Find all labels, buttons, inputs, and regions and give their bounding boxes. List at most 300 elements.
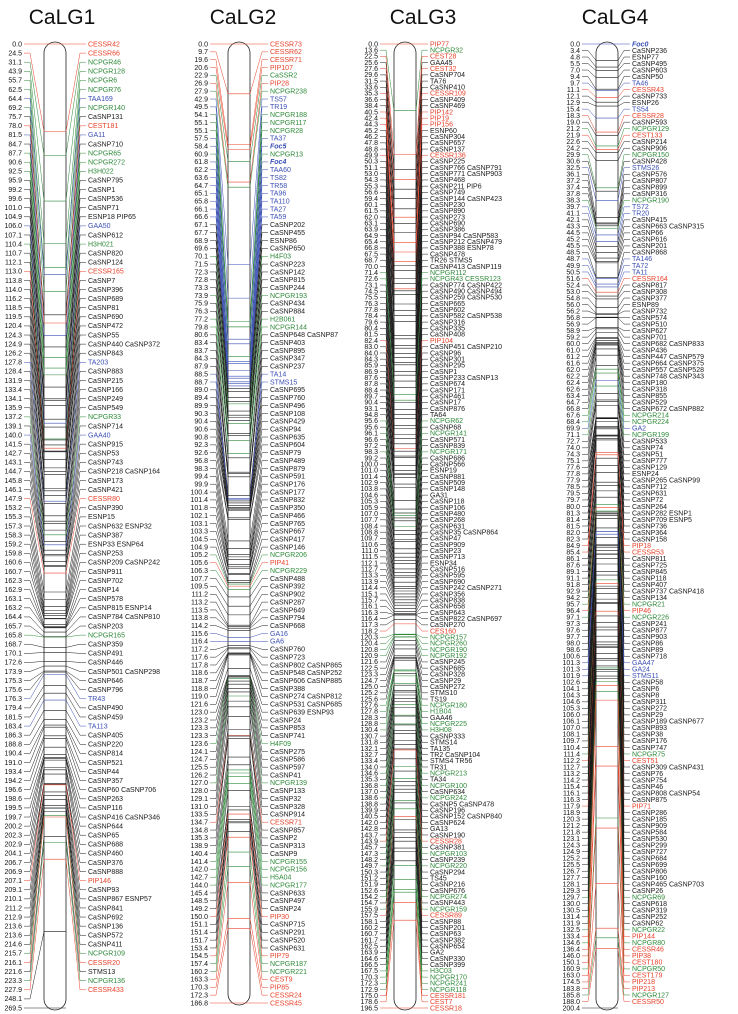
position-connector xyxy=(582,259,596,278)
marker-label: CaSNP822 CaSNP697 xyxy=(430,615,502,623)
marker-label: CaSNP388 xyxy=(270,685,306,693)
marker-label: NCPGR140 xyxy=(88,104,125,112)
position-label: 89.4 xyxy=(194,395,208,403)
position-label: 95.9 xyxy=(8,177,22,185)
marker-label: CaSNP875 xyxy=(632,796,668,804)
position-label: 153.2 xyxy=(4,505,22,513)
position-label: 191.0 xyxy=(4,759,22,767)
marker-label: PIP18 xyxy=(632,542,652,550)
marker-label: CaSNP335 xyxy=(430,325,466,333)
marker-label: NCPGR238 xyxy=(270,88,307,96)
marker-label: CESSR53 xyxy=(632,549,664,557)
marker-label: STMS11 xyxy=(632,673,659,681)
position-label: 71.5 xyxy=(194,261,208,269)
position-label: 125.5 xyxy=(562,862,580,870)
position-label: 87.9 xyxy=(194,363,208,371)
marker-label: CaSNP133 xyxy=(270,788,306,796)
position-label: 48.5 xyxy=(566,249,580,257)
marker-label: CaSNP319 xyxy=(632,907,668,915)
position-label: 104.6 xyxy=(360,492,378,500)
position-label: 110.6 xyxy=(361,541,378,549)
position-label: 60.9 xyxy=(194,151,208,159)
marker-label: CaSNP777 xyxy=(632,458,668,466)
position-label: 54.3 xyxy=(364,177,378,185)
marker-label: CaSNP472 xyxy=(88,323,124,331)
position-label: 86.1 xyxy=(566,555,580,563)
position-label: 118.8 xyxy=(191,685,208,693)
marker-label: TA72 xyxy=(632,262,649,270)
position-label: 57.5 xyxy=(194,135,208,143)
marker-label: CaSNP176 xyxy=(632,738,668,746)
marker-label: CaSNP644 xyxy=(88,823,124,831)
marker-label: CaSNP713 xyxy=(430,554,466,562)
position-label: 131.9 xyxy=(562,920,580,928)
marker-label: CaSNP252 xyxy=(632,914,668,922)
position-label: 190.4 xyxy=(4,750,22,758)
position-label: 223.3 xyxy=(4,978,22,986)
position-label: 41.1 xyxy=(566,210,580,218)
position-label: 29.9 xyxy=(566,152,580,160)
position-label: 40.5 xyxy=(364,109,378,117)
marker-label: CaSNP632 ESNP32 xyxy=(88,523,152,531)
position-label: 51.6 xyxy=(566,275,580,283)
marker-label: CaSNP574 xyxy=(632,314,668,322)
marker-label: CaSNP817 xyxy=(632,282,668,290)
position-label: 72.6 xyxy=(364,276,378,284)
marker-label: CaSNP313 xyxy=(270,843,306,851)
position-label: 69.2 xyxy=(8,104,22,112)
marker-label: CaSNP421 xyxy=(88,486,124,494)
marker-label: CaSNP299 xyxy=(632,842,668,850)
marker-label: TA59 xyxy=(270,214,287,222)
marker-connector xyxy=(66,666,86,671)
marker-label: CaSNP434 xyxy=(270,300,306,308)
marker-label: NCPGR129 xyxy=(632,125,669,133)
marker-label: CaSNP794 xyxy=(270,615,306,623)
position-connector xyxy=(582,103,596,106)
position-label: 138.8 xyxy=(360,801,378,809)
position-label: 172.3 xyxy=(190,992,208,1000)
position-label: 110.7 xyxy=(5,250,22,258)
position-label: 154.5 xyxy=(190,953,208,961)
marker-connector xyxy=(618,142,630,153)
position-connector xyxy=(24,652,44,653)
marker-label: CESSR80 xyxy=(88,496,120,504)
position-label: 13.6 xyxy=(364,47,378,55)
marker-label: ESNP15 xyxy=(88,514,115,522)
position-label: 113.9 xyxy=(361,578,378,586)
position-label: 209.1 xyxy=(4,887,22,895)
position-label: 66.6 xyxy=(194,214,208,222)
marker-label: CaSNP347 xyxy=(270,355,306,363)
marker-connector xyxy=(416,619,428,624)
marker-connector xyxy=(416,613,428,615)
position-label: 125.2 xyxy=(360,690,378,698)
marker-label: CaSNP304 xyxy=(430,133,466,141)
position-label: 50.5 xyxy=(566,269,580,277)
marker-label: CaSNP914 xyxy=(270,811,306,819)
position-label: 213.6 xyxy=(4,923,22,931)
position-label: 102.9 xyxy=(360,480,378,488)
position-label: 145.8 xyxy=(4,477,22,485)
position-label: 115.4 xyxy=(563,783,580,791)
marker-label: CaSNP220 xyxy=(88,741,124,749)
marker-label: CaSNP328 xyxy=(430,671,466,679)
position-label: 63.4 xyxy=(566,393,580,401)
position-label: 142.8 xyxy=(360,826,378,834)
position-label: 120.4 xyxy=(360,640,378,648)
position-label: 47.8 xyxy=(364,140,378,148)
marker-label: CaSNP461 xyxy=(430,393,466,401)
marker-label: H3C03 xyxy=(430,968,452,976)
marker-label: CaSNP223 xyxy=(270,261,306,269)
marker-label: PIP107 xyxy=(270,64,293,72)
position-label: 62.0 xyxy=(566,366,580,374)
position-label: 116.1 xyxy=(563,790,580,798)
position-label: 83.0 xyxy=(364,344,378,352)
marker-label: STMS26 xyxy=(632,165,660,173)
marker-label: GAA45 xyxy=(430,59,453,67)
position-label: 146.1 xyxy=(4,486,22,494)
position-label: 104.5 xyxy=(190,536,208,544)
marker-label: CaSNP909 xyxy=(632,822,668,830)
position-label: 115.1 xyxy=(361,591,378,599)
marker-label: CaSNP275 xyxy=(270,748,306,756)
marker-label: CaSNP189 CaSNP677 xyxy=(632,718,704,726)
marker-label: PIP41 xyxy=(270,560,290,568)
position-label: 36.1 xyxy=(566,171,580,179)
position-label: 75.9 xyxy=(194,300,208,308)
marker-label: CaSNP631 xyxy=(632,490,668,498)
position-connector xyxy=(582,311,596,314)
marker-label: CaSNP308 xyxy=(632,288,668,296)
marker-label: CaSNP496 xyxy=(270,402,306,410)
marker-connector xyxy=(416,615,428,619)
marker-label: CaSNP203 xyxy=(88,623,124,631)
position-label: 89.9 xyxy=(194,402,208,410)
position-label: 60.1 xyxy=(364,201,378,209)
marker-label: GA6 xyxy=(270,638,285,646)
marker-label: CaSNP377 xyxy=(632,295,668,303)
position-label: 78.5 xyxy=(566,484,580,492)
marker-label: CaSNP664 CaSNP375 xyxy=(632,360,704,368)
marker-label: NCPGR206 xyxy=(270,552,307,560)
marker-label: CaSNP429 xyxy=(270,418,306,426)
position-label: 12.9 xyxy=(566,99,580,107)
position-label: 157.3 xyxy=(4,523,22,531)
marker-label: CaSNP9 xyxy=(270,850,298,858)
position-label: 89.0 xyxy=(194,387,208,395)
position-label: 133.5 xyxy=(190,811,208,819)
marker-connector xyxy=(618,135,630,149)
marker-label: NCPGR193 xyxy=(270,292,307,300)
position-label: 76.3 xyxy=(364,300,378,308)
position-label: 141.4 xyxy=(190,858,208,866)
position-connector xyxy=(582,278,596,292)
position-label: 46.2 xyxy=(364,133,378,141)
marker-label: CaSNP79 xyxy=(270,450,302,458)
position-label: 21.2 xyxy=(566,125,580,133)
position-label: 81.5 xyxy=(566,523,580,531)
marker-label: CaSNP838 xyxy=(430,597,466,605)
marker-label: CaSNP286 xyxy=(632,809,668,817)
position-label: 54.1 xyxy=(194,112,208,120)
position-label: 79.6 xyxy=(364,319,378,327)
marker-label: STMS10 xyxy=(430,690,458,698)
position-label: 96.6 xyxy=(364,436,378,444)
position-label: 67.6 xyxy=(566,412,580,420)
marker-label: CaSNP318 xyxy=(632,386,668,394)
marker-label: CaSNP35 CaSNP864 xyxy=(430,529,499,537)
marker-label: CaSNP618 xyxy=(632,901,668,909)
position-label: 98.3 xyxy=(194,465,208,473)
marker-label: CESSR42 xyxy=(88,41,120,49)
position-label: 19.6 xyxy=(194,57,208,65)
marker-label: PIP85 xyxy=(270,984,290,992)
position-connector xyxy=(210,602,228,625)
marker-label: CaSNP53 xyxy=(88,450,120,458)
position-label: 88.5 xyxy=(194,371,208,379)
position-label: 89.1 xyxy=(566,568,580,576)
marker-label: CaSNP14 xyxy=(88,586,120,594)
marker-connector xyxy=(250,594,268,615)
position-label: 68.7 xyxy=(364,257,378,265)
position-label: 89.7 xyxy=(364,393,378,401)
marker-label: GA2 xyxy=(430,949,445,957)
marker-connector xyxy=(618,57,630,67)
marker-label: CaSNP24 xyxy=(270,717,302,725)
position-label: 27.9 xyxy=(194,88,208,96)
chromosome-bar xyxy=(44,42,66,1010)
marker-label: NCPGR177 xyxy=(270,882,307,890)
marker-label: CaSNP876 xyxy=(430,405,466,413)
marker-label: CaSNP216 xyxy=(430,881,466,889)
position-label: 248.1 xyxy=(4,996,22,1004)
position-label: 79.8 xyxy=(194,324,208,332)
position-label: 127.6 xyxy=(360,702,378,710)
position-label: 90.4 xyxy=(194,418,208,426)
marker-label: CaSNP259 CaSNP530 xyxy=(430,294,502,302)
marker-label: Foc4 xyxy=(270,159,287,167)
marker-label: CaSNP725 xyxy=(632,562,668,570)
position-label: 269.5 xyxy=(4,1005,22,1013)
position-label: 134.8 xyxy=(190,827,208,835)
position-label: 121.8 xyxy=(562,829,580,837)
position-label: 113.2 xyxy=(191,599,208,607)
marker-label: CaSNP732 xyxy=(632,308,668,316)
position-label: 75.7 xyxy=(8,114,22,122)
marker-label: CaSNP5 CaSNP478 xyxy=(430,801,495,809)
marker-label: CaSNP282 ESNP1 xyxy=(632,510,692,518)
marker-label: CaSNP465 CaSNP703 xyxy=(632,881,704,889)
marker-label: CaSNP686 xyxy=(430,455,466,463)
position-connector xyxy=(210,634,228,638)
marker-label: NCPGR136 xyxy=(88,978,125,986)
marker-label: CaSNP857 xyxy=(270,827,306,835)
marker-label: NCPGR109 xyxy=(88,950,125,958)
position-label: 81.5 xyxy=(8,132,22,140)
marker-label: CaSNP359 xyxy=(88,641,124,649)
marker-label: CaSNP667 xyxy=(270,528,306,536)
marker-label: GA31 xyxy=(430,492,448,500)
position-connector xyxy=(24,719,44,744)
marker-label: CESSR20 xyxy=(88,959,120,967)
position-label: 150.0 xyxy=(190,913,208,921)
position-label: 96.1 xyxy=(364,430,378,438)
marker-label: CaSNP695 xyxy=(270,387,306,395)
marker-label: CaSNP709 ESNP5 xyxy=(632,516,692,524)
marker-label: CaSNP646 xyxy=(88,677,124,685)
marker-label: CaSNP699 xyxy=(632,862,668,870)
marker-label: TS19 xyxy=(430,696,447,704)
position-connector xyxy=(582,265,596,284)
position-label: 142.7 xyxy=(4,450,22,458)
marker-connector xyxy=(618,318,630,324)
position-label: 168.7 xyxy=(4,641,22,649)
position-label: 118.9 xyxy=(563,809,580,817)
position-label: 121.6 xyxy=(360,659,378,667)
marker-label: CaSNP715 xyxy=(270,921,306,929)
marker-label: CaSNP584 xyxy=(632,829,668,837)
position-label: 137.2 xyxy=(4,414,22,422)
position-connector xyxy=(380,582,394,603)
position-label: 133.4 xyxy=(562,933,580,941)
position-label: 82.0 xyxy=(566,529,580,537)
marker-label: CaSNP612 xyxy=(88,232,124,240)
position-label: 92.9 xyxy=(566,588,580,596)
position-label: 77.8 xyxy=(566,471,580,479)
position-label: 62.6 xyxy=(566,386,580,394)
marker-label: CaSNP96 xyxy=(430,350,462,358)
marker-label: CaSNP853 xyxy=(270,725,306,733)
marker-label: CaSNP536 xyxy=(88,195,124,203)
position-label: 31.5 xyxy=(364,78,378,86)
marker-label: CaSNP855 xyxy=(632,393,668,401)
position-label: 96.4 xyxy=(566,607,580,615)
position-label: 162.3 xyxy=(4,577,22,585)
marker-label: CaSNP754 xyxy=(632,777,668,785)
position-label: 108.1 xyxy=(562,731,580,739)
position-label: 49.9 xyxy=(566,262,580,270)
position-label: 11.1 xyxy=(566,86,580,94)
marker-label: CaSNP795 xyxy=(88,177,124,185)
marker-connector xyxy=(250,653,268,673)
position-label: 98.6 xyxy=(566,647,580,655)
position-label: 116.3 xyxy=(563,796,580,804)
marker-label: CaSNP714 xyxy=(88,423,124,431)
marker-label: CESSR28 xyxy=(430,838,462,846)
position-label: 74.3 xyxy=(566,451,580,459)
marker-label: CaSNP190 xyxy=(430,832,466,840)
marker-connector xyxy=(66,675,86,699)
position-label: 21.9 xyxy=(566,132,580,140)
position-label: 18.3 xyxy=(566,112,580,120)
marker-label: CaSNP883 xyxy=(88,368,124,376)
marker-label: CaSNP387 xyxy=(88,532,124,540)
position-label: 117.3 xyxy=(361,622,378,630)
position-label: 70.1 xyxy=(194,253,208,261)
marker-connector xyxy=(416,600,428,611)
marker-label: CaSNP455 xyxy=(270,229,306,237)
position-label: 159.8 xyxy=(4,550,22,558)
position-label: 9.4 xyxy=(570,73,580,81)
marker-label: GA24 xyxy=(632,666,650,674)
marker-label: CaSNP796 xyxy=(88,686,124,694)
marker-label: CaSNP460 xyxy=(88,850,124,858)
position-label: 9.7 xyxy=(198,49,208,57)
marker-label: CaSNP578 xyxy=(88,596,124,604)
position-label: 30.6 xyxy=(566,158,580,166)
position-label: 104.9 xyxy=(190,544,208,552)
marker-label: CaSNP446 xyxy=(88,659,124,667)
marker-label: CaSNP685 xyxy=(430,665,466,673)
position-label: 148.2 xyxy=(360,856,378,864)
marker-label: CaSNP245 xyxy=(430,659,466,667)
position-label: 68.9 xyxy=(194,237,208,245)
position-label: 160.7 xyxy=(4,568,22,576)
position-connector xyxy=(24,675,44,699)
marker-label: TA146 xyxy=(632,256,653,264)
position-connector xyxy=(582,298,596,308)
position-label: 101.3 xyxy=(562,666,580,674)
marker-label: CaSNP672 CaSNP882 xyxy=(632,406,704,414)
marker-connector xyxy=(250,929,268,996)
position-label: 112.1 xyxy=(5,259,22,267)
position-connector xyxy=(582,96,596,102)
marker-label: CaSNP643 xyxy=(430,609,466,617)
position-label: 127.7 xyxy=(562,875,580,883)
marker-label: CaSNP915 xyxy=(88,441,124,449)
marker-connector xyxy=(618,168,630,201)
position-label: 172.9 xyxy=(360,986,378,994)
marker-label: GAA47 xyxy=(632,660,655,668)
position-label: 132.7 xyxy=(360,751,378,759)
position-label: 144.7 xyxy=(4,468,22,476)
position-label: 136.8 xyxy=(360,782,378,790)
position-label: 123.3 xyxy=(190,733,208,741)
marker-label: ESNP89 xyxy=(632,301,659,309)
position-label: 160.9 xyxy=(562,966,580,974)
position-label: 58.4 xyxy=(194,143,208,151)
position-label: 44.5 xyxy=(566,230,580,238)
marker-connector xyxy=(250,586,268,606)
position-label: 204.1 xyxy=(4,850,22,858)
marker-label: CaSNP32 xyxy=(270,795,302,803)
position-label: 142.7 xyxy=(190,874,208,882)
marker-label: CaSNP166 xyxy=(88,386,124,394)
position-label: 45.2 xyxy=(364,127,378,135)
position-label: 165.7 xyxy=(4,623,22,631)
position-connector xyxy=(582,57,596,67)
marker-label: CaSNP209 CaSNP242 xyxy=(88,559,160,567)
position-label: 132.1 xyxy=(360,745,378,753)
marker-label: CESSR45 xyxy=(270,1000,302,1008)
position-connector xyxy=(380,600,394,611)
marker-connector xyxy=(618,252,630,277)
position-label: 114.2 xyxy=(191,622,208,630)
position-label: 99.4 xyxy=(194,473,208,481)
position-label: 116.2 xyxy=(5,295,22,303)
position-connector xyxy=(582,285,596,296)
marker-label: STMS13 xyxy=(88,968,116,976)
position-label: 185.8 xyxy=(562,992,580,1000)
position-label: 86.9 xyxy=(364,368,378,376)
marker-label: NCPGR157 xyxy=(430,634,467,642)
position-connector xyxy=(210,586,228,606)
position-label: 53.0 xyxy=(566,288,580,296)
position-label: 64.7 xyxy=(566,399,580,407)
position-label: 172.3 xyxy=(360,980,378,988)
